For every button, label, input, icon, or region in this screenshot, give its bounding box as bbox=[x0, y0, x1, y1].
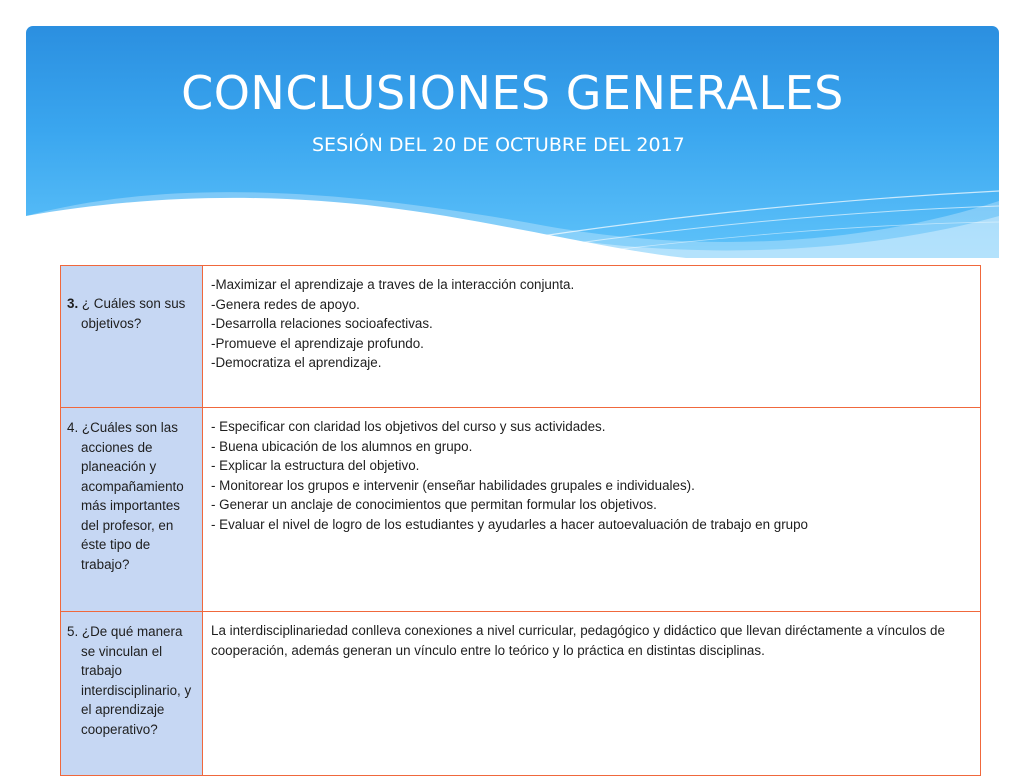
question-label: ¿Cuáles son las acciones de planeación y acompañamiento más importantes del profesor, en éste tipo de trabajo? bbox=[81, 420, 184, 572]
question-label: ¿ Cuáles son sus objetivos? bbox=[81, 296, 186, 331]
question-text bbox=[67, 418, 198, 574]
question-text bbox=[67, 622, 198, 739]
answer-line: -Genera redes de apoyo. bbox=[211, 296, 360, 312]
answer-line: -Democratiza el aprendizaje. bbox=[211, 355, 382, 370]
question-text bbox=[67, 294, 198, 333]
slide-subtitle: SESIÓN DEL 20 DE OCTUBRE DEL 2017 bbox=[312, 134, 685, 156]
table-row bbox=[61, 266, 981, 408]
answer-cell bbox=[203, 612, 981, 776]
slide-header bbox=[26, 26, 999, 258]
question-number: 5. bbox=[67, 624, 79, 639]
question-number: 3. bbox=[67, 296, 79, 311]
table-row bbox=[61, 408, 981, 612]
question-cell bbox=[61, 612, 203, 776]
answer-line: - Explicar la estructura del objetivo. bbox=[211, 458, 420, 473]
question-label: ¿De qué manera se vinculan el trabajo interdisciplinario, y el aprendizaje cooperativo? bbox=[81, 624, 192, 737]
question-cell bbox=[61, 408, 203, 612]
answer-line: - Evaluar el nivel de logro de los estudiantes y ayudarles a hacer autoevaluación de trabajo en grupo bbox=[211, 516, 809, 532]
answer-line: -Maximizar el aprendizaje a traves de la interacción conjunta. bbox=[211, 277, 575, 292]
question-cell bbox=[61, 266, 203, 408]
answer-cell bbox=[203, 266, 981, 408]
answer-line: - Especificar con claridad los objetivos del curso y sus actividades. bbox=[211, 419, 606, 434]
conclusions-table bbox=[60, 265, 981, 776]
answer-line: - Generar un anclaje de conocimientos que permitan formular los objetivos. bbox=[211, 497, 657, 512]
slide-title: CONCLUSIONES GENERALES bbox=[181, 66, 844, 120]
answer-line: - Buena ubicación de los alumnos en grupo. bbox=[211, 438, 473, 454]
answer-line: -Desarrolla relaciones socioafectivas. bbox=[211, 316, 433, 331]
question-number: 4. bbox=[67, 420, 79, 435]
answer-paragraph: La interdisciplinariedad conlleva conexiones a nivel curricular, pedagógico y didáctico que llevan diréctamente a vínculos de cooperación, además generan un vínculo entre lo teórico y lo práctica en distintas disciplinas. bbox=[211, 623, 945, 658]
answer-cell bbox=[203, 408, 981, 612]
table-row bbox=[61, 612, 981, 776]
answer-line: - Monitorear los grupos e intervenir (enseñar habilidades grupales e individuales). bbox=[211, 477, 695, 493]
answer-line: -Promueve el aprendizaje profundo. bbox=[211, 335, 424, 351]
